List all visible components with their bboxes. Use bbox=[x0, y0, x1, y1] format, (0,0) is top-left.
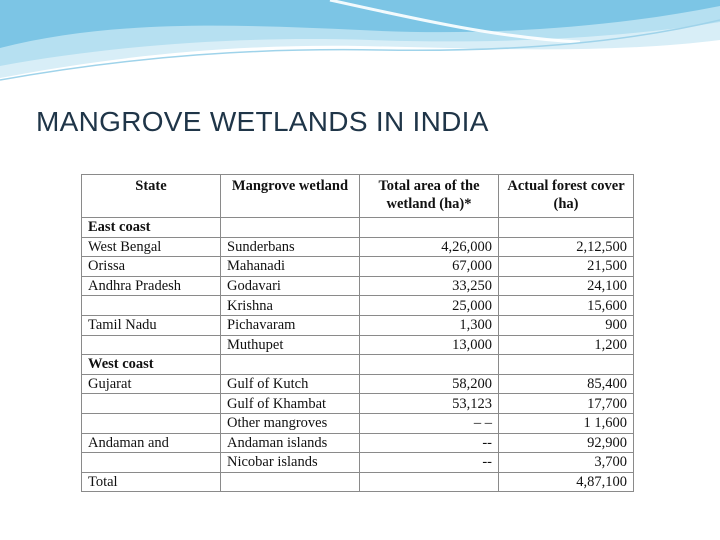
cell-forest: 3,700 bbox=[499, 453, 634, 473]
table-row bbox=[82, 237, 634, 257]
table-row bbox=[82, 257, 634, 277]
cell-total: -- bbox=[360, 433, 499, 453]
cell-forest: 15,600 bbox=[499, 296, 634, 316]
cell-total: 53,123 bbox=[360, 394, 499, 414]
cell-forest: 21,500 bbox=[499, 257, 634, 277]
table-row bbox=[82, 374, 634, 394]
table-row bbox=[82, 453, 634, 473]
cell-state bbox=[82, 394, 221, 414]
cell-state bbox=[82, 413, 221, 433]
cell-total bbox=[360, 472, 499, 492]
cell-forest: 900 bbox=[499, 315, 634, 335]
cell-state: West Bengal bbox=[82, 237, 221, 257]
table-row bbox=[82, 276, 634, 296]
table-row bbox=[82, 433, 634, 453]
cell-state bbox=[82, 453, 221, 473]
cell-wetland bbox=[221, 218, 360, 238]
cell-forest: 17,700 bbox=[499, 394, 634, 414]
cell-state: Tamil Nadu bbox=[82, 315, 221, 335]
header-forest-cover: Actual forest cover (ha) bbox=[499, 175, 634, 218]
header-mangrove-wetland: Mangrove wetland bbox=[221, 175, 360, 218]
cell-wetland: Andaman islands bbox=[221, 433, 360, 453]
cell-forest bbox=[499, 218, 634, 238]
cell-wetland: Pichavaram bbox=[221, 315, 360, 335]
cell-state: Gujarat bbox=[82, 374, 221, 394]
mangrove-table bbox=[81, 174, 634, 492]
table-section-row bbox=[82, 355, 634, 375]
cell-wetland bbox=[221, 355, 360, 375]
cell-total: 67,000 bbox=[360, 257, 499, 277]
cell-wetland: Gulf of Khambat bbox=[221, 394, 360, 414]
table-header-row bbox=[82, 175, 634, 218]
cell-wetland: Nicobar islands bbox=[221, 453, 360, 473]
cell-wetland: Mahanadi bbox=[221, 257, 360, 277]
cell-wetland: Muthupet bbox=[221, 335, 360, 355]
cell-state: Orissa bbox=[82, 257, 221, 277]
cell-total: 1,300 bbox=[360, 315, 499, 335]
cell-total: -- bbox=[360, 453, 499, 473]
cell-forest: 1,200 bbox=[499, 335, 634, 355]
table-row bbox=[82, 413, 634, 433]
header-state: State bbox=[82, 175, 221, 218]
table-row bbox=[82, 315, 634, 335]
cell-total: 58,200 bbox=[360, 374, 499, 394]
table-row bbox=[82, 296, 634, 316]
cell-forest: 4,87,100 bbox=[499, 472, 634, 492]
header-total-area: Total area of the wetland (ha)* bbox=[360, 175, 499, 218]
mangrove-table-image bbox=[81, 174, 634, 494]
cell-state: Andaman and bbox=[82, 433, 221, 453]
cell-state: Andhra Pradesh bbox=[82, 276, 221, 296]
cell-wetland: Krishna bbox=[221, 296, 360, 316]
cell-total bbox=[360, 355, 499, 375]
cell-forest bbox=[499, 355, 634, 375]
cell-total: 33,250 bbox=[360, 276, 499, 296]
table-row bbox=[82, 335, 634, 355]
cell-forest: 85,400 bbox=[499, 374, 634, 394]
table-row bbox=[82, 394, 634, 414]
table-section-row bbox=[82, 218, 634, 238]
cell-wetland: Other mangroves bbox=[221, 413, 360, 433]
cell-total: 25,000 bbox=[360, 296, 499, 316]
cell-forest: 2,12,500 bbox=[499, 237, 634, 257]
cell-total: 13,000 bbox=[360, 335, 499, 355]
cell-state: Total bbox=[82, 472, 221, 492]
cell-wetland: Sunderbans bbox=[221, 237, 360, 257]
cell-forest: 92,900 bbox=[499, 433, 634, 453]
cell-total: 4,26,000 bbox=[360, 237, 499, 257]
cell-state bbox=[82, 335, 221, 355]
cell-forest: 24,100 bbox=[499, 276, 634, 296]
cell-forest: 1 1,600 bbox=[499, 413, 634, 433]
cell-wetland: Godavari bbox=[221, 276, 360, 296]
cell-state: East coast bbox=[82, 218, 221, 238]
cell-state bbox=[82, 296, 221, 316]
cell-wetland: Gulf of Kutch bbox=[221, 374, 360, 394]
page-title: MANGROVE WETLANDS IN INDIA bbox=[36, 106, 489, 137]
cell-total bbox=[360, 218, 499, 238]
header-wave-decoration bbox=[0, 0, 720, 90]
table-body bbox=[82, 218, 634, 492]
cell-wetland bbox=[221, 472, 360, 492]
cell-total: – – bbox=[360, 413, 499, 433]
cell-state: West coast bbox=[82, 355, 221, 375]
table-row bbox=[82, 472, 634, 492]
